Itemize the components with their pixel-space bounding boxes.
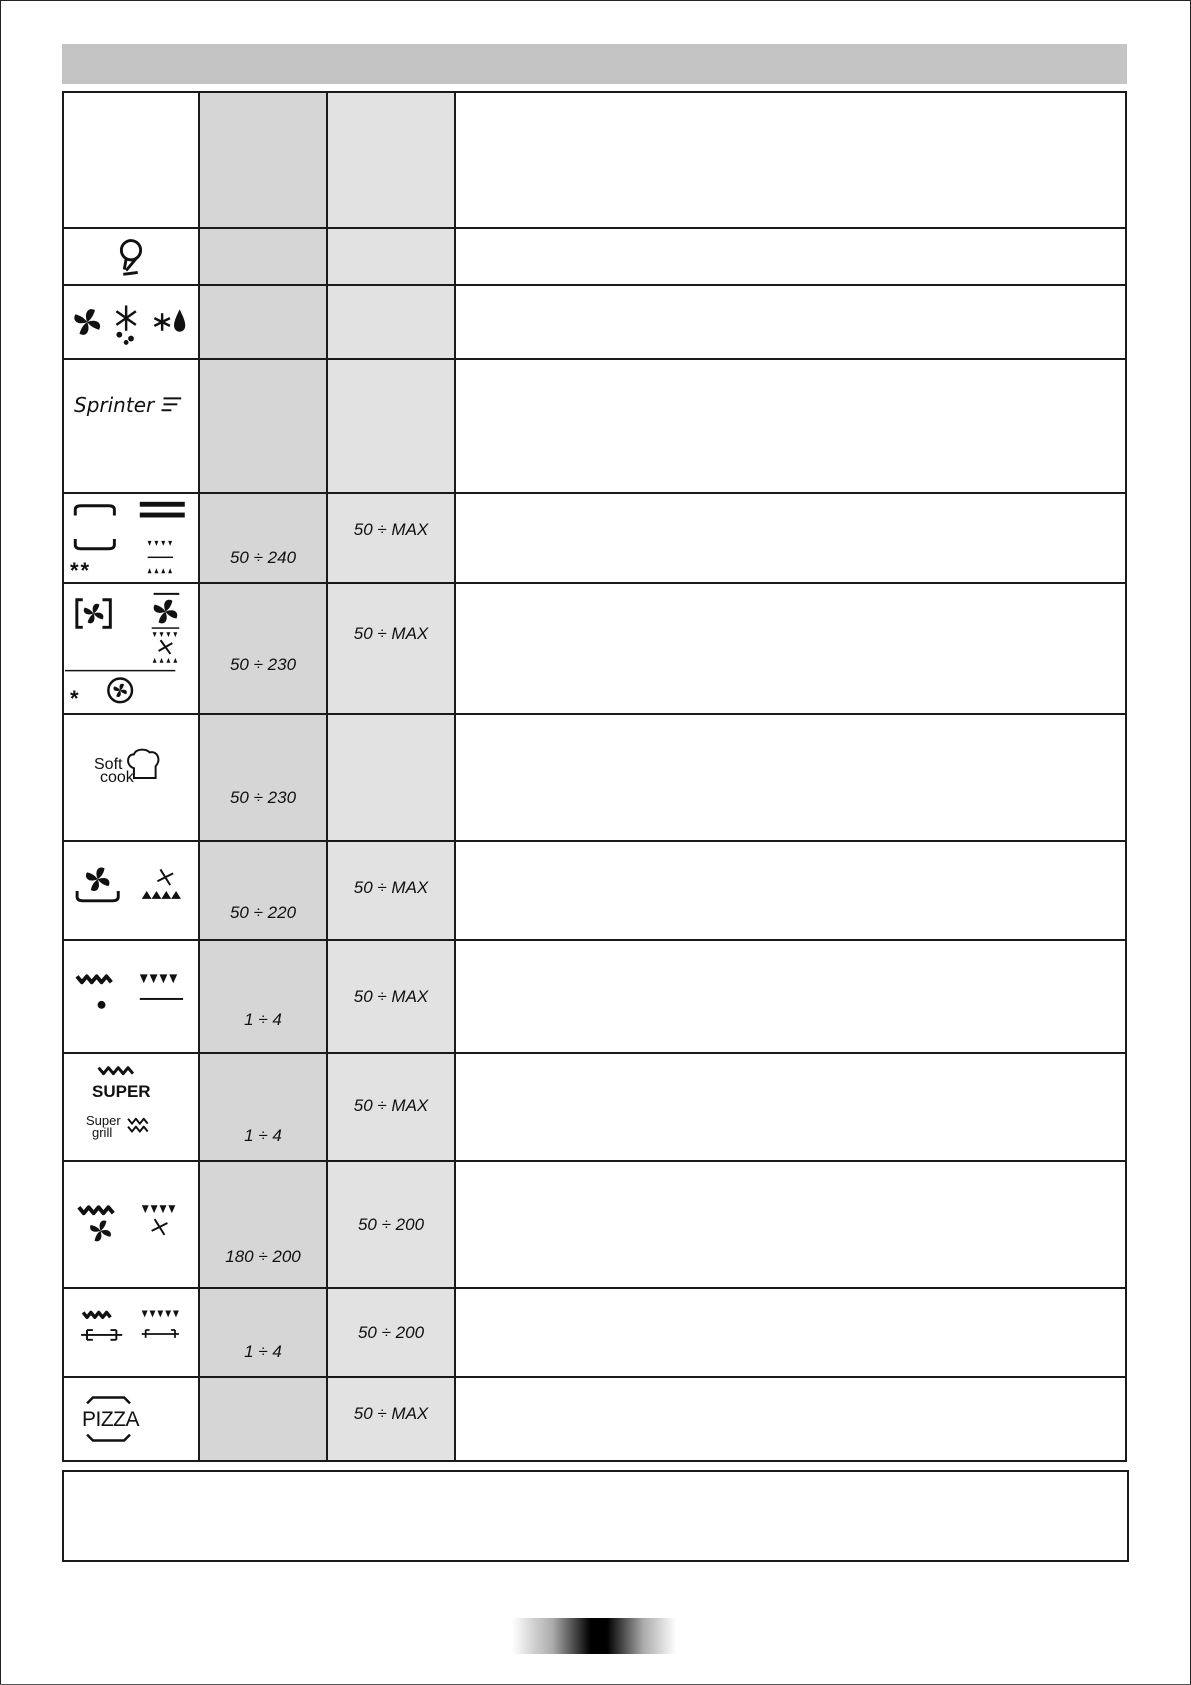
table-row-rotisserie	[63, 1288, 1126, 1377]
table-row-fan-oven	[63, 583, 1126, 714]
temp-range-b: 50 ÷ MAX	[353, 624, 429, 643]
sprinter-icon	[64, 360, 198, 492]
value-b-cell	[327, 92, 455, 228]
grill-level-range: 1 ÷ 4	[244, 1010, 282, 1029]
table-row-defrost	[63, 285, 1126, 359]
soft-cook-label-2: cook	[100, 769, 134, 786]
table-row-fan-bottom	[63, 841, 1126, 940]
temp-range-a: 50 ÷ 230	[229, 788, 297, 807]
temp-range-b: 50 ÷ MAX	[353, 987, 429, 1006]
temp-range-a: 50 ÷ 230	[229, 655, 297, 674]
table-row-fan-grill	[63, 1161, 1126, 1288]
temp-range-a: 180 ÷ 200	[225, 1247, 301, 1266]
pizza-label: PIZZA	[82, 1408, 140, 1431]
fan-grill-icon	[64, 1162, 198, 1287]
rotisserie-grill-icon	[64, 1289, 198, 1376]
table-row-super-grill	[63, 1053, 1126, 1161]
description-cell	[455, 92, 1126, 228]
table-row-pizza	[63, 1377, 1126, 1461]
fan-bottom-heat-icon	[64, 842, 198, 939]
icon-cell	[63, 92, 199, 228]
super-grill-label-2: grill	[92, 1125, 113, 1140]
table-row-header	[63, 92, 1126, 228]
grill-level-range: 1 ÷ 4	[244, 1126, 282, 1145]
table-row-lamp	[63, 228, 1126, 285]
pizza-icon	[64, 1378, 198, 1460]
super-grill-label-1: Super	[86, 1113, 121, 1128]
defrost-fan-icon	[64, 286, 198, 358]
temp-range-b: 50 ÷ MAX	[353, 1096, 429, 1115]
table-row-conventional	[63, 493, 1126, 583]
temp-range-b: 50 ÷ 200	[357, 1322, 425, 1342]
header-bar	[62, 44, 1127, 84]
page-number-tab	[512, 1618, 676, 1654]
grill-level-range: 1 ÷ 4	[244, 1342, 282, 1361]
sprinter-label: Sprinter	[74, 393, 155, 417]
temp-range-a: 50 ÷ 220	[229, 903, 297, 922]
super-grill-icon	[64, 1054, 198, 1160]
temp-range-a: 50 ÷ 240	[229, 548, 297, 567]
table-row-grill	[63, 940, 1126, 1053]
conventional-asterisks: **	[70, 558, 92, 583]
notes-box	[62, 1470, 1129, 1562]
super-label: SUPER	[92, 1082, 151, 1101]
soft-cook-icon	[64, 715, 198, 840]
functions-table	[62, 91, 1127, 1462]
temp-range-b: 50 ÷ MAX	[353, 878, 429, 897]
fan-oven-icon	[64, 584, 198, 713]
temp-range-b: 50 ÷ 200	[357, 1214, 425, 1234]
lamp-icon	[64, 229, 198, 284]
conventional-icon	[64, 494, 198, 582]
soft-cook-label-1: Soft	[94, 756, 123, 773]
temp-range-b: 50 ÷ MAX	[353, 1404, 429, 1423]
table-row-sprinter	[63, 359, 1126, 493]
table-row-soft-cook	[63, 714, 1126, 841]
temp-range-b: 50 ÷ MAX	[353, 520, 429, 539]
value-a-cell	[199, 92, 327, 228]
fan-oven-asterisk: *	[70, 686, 79, 711]
grill-icon	[64, 941, 198, 1052]
